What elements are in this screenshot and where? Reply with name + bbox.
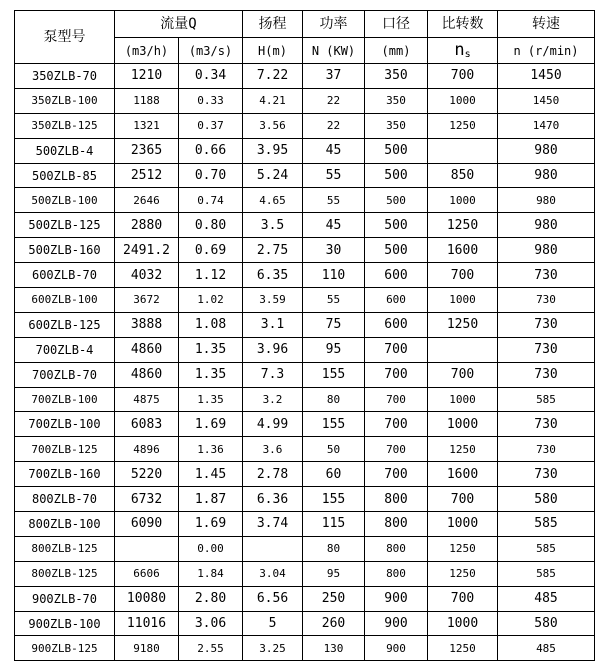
cell-flow-m3s: 1.35 bbox=[179, 387, 243, 412]
cell-specific-speed bbox=[428, 138, 498, 163]
table-body bbox=[15, 11, 595, 661]
table-row bbox=[15, 462, 595, 487]
table-row bbox=[15, 387, 595, 412]
cell-power: 155 bbox=[303, 487, 365, 512]
table-row bbox=[15, 263, 595, 288]
cell-flow-m3h: 11016 bbox=[115, 611, 179, 636]
table-row bbox=[15, 238, 595, 263]
cell-flow-m3s: 1.02 bbox=[179, 288, 243, 313]
cell-power: 80 bbox=[303, 536, 365, 561]
cell-specific-speed: 700 bbox=[428, 64, 498, 89]
cell-model: 700ZLB-100 bbox=[15, 387, 115, 412]
cell-power: 30 bbox=[303, 238, 365, 263]
cell-model: 500ZLB-4 bbox=[15, 138, 115, 163]
header-model: 泵型号 bbox=[15, 11, 115, 64]
cell-flow-m3s: 1.08 bbox=[179, 312, 243, 337]
header-flow-unit-m3s: (m3/s) bbox=[179, 38, 243, 64]
cell-specific-speed bbox=[428, 337, 498, 362]
cell-flow-m3s: 2.80 bbox=[179, 586, 243, 611]
cell-diameter: 500 bbox=[365, 213, 428, 238]
header-specific-speed: 比转数 bbox=[428, 11, 498, 38]
cell-diameter: 350 bbox=[365, 64, 428, 89]
cell-model: 700ZLB-100 bbox=[15, 412, 115, 437]
cell-power: 155 bbox=[303, 362, 365, 387]
table-row bbox=[15, 412, 595, 437]
cell-model: 500ZLB-125 bbox=[15, 213, 115, 238]
cell-diameter: 500 bbox=[365, 163, 428, 188]
cell-specific-speed: 1250 bbox=[428, 437, 498, 462]
cell-diameter: 600 bbox=[365, 288, 428, 313]
cell-speed: 980 bbox=[498, 138, 595, 163]
cell-speed: 730 bbox=[498, 312, 595, 337]
cell-flow-m3s: 1.35 bbox=[179, 362, 243, 387]
cell-flow-m3h: 4860 bbox=[115, 337, 179, 362]
cell-flow-m3s: 0.00 bbox=[179, 536, 243, 561]
table-row bbox=[15, 636, 595, 661]
header-head: 扬程 bbox=[243, 11, 303, 38]
cell-flow-m3h: 4875 bbox=[115, 387, 179, 412]
cell-flow-m3s: 0.33 bbox=[179, 88, 243, 113]
cell-power: 95 bbox=[303, 561, 365, 586]
cell-flow-m3h: 6606 bbox=[115, 561, 179, 586]
cell-head: 6.56 bbox=[243, 586, 303, 611]
header-row-1 bbox=[15, 11, 595, 38]
cell-flow-m3h: 3672 bbox=[115, 288, 179, 313]
cell-specific-speed: 1000 bbox=[428, 387, 498, 412]
cell-model: 900ZLB-125 bbox=[15, 636, 115, 661]
cell-model: 800ZLB-70 bbox=[15, 487, 115, 512]
cell-head: 3.74 bbox=[243, 512, 303, 537]
cell-diameter: 700 bbox=[365, 362, 428, 387]
cell-diameter: 700 bbox=[365, 462, 428, 487]
cell-power: 80 bbox=[303, 387, 365, 412]
cell-power: 95 bbox=[303, 337, 365, 362]
cell-diameter: 800 bbox=[365, 536, 428, 561]
cell-specific-speed: 1000 bbox=[428, 512, 498, 537]
cell-specific-speed: 1000 bbox=[428, 611, 498, 636]
cell-diameter: 500 bbox=[365, 238, 428, 263]
cell-flow-m3h: 2365 bbox=[115, 138, 179, 163]
cell-flow-m3h: 9180 bbox=[115, 636, 179, 661]
cell-speed: 485 bbox=[498, 586, 595, 611]
cell-head: 3.6 bbox=[243, 437, 303, 462]
cell-model: 800ZLB-125 bbox=[15, 536, 115, 561]
cell-specific-speed: 1000 bbox=[428, 412, 498, 437]
cell-model: 600ZLB-125 bbox=[15, 312, 115, 337]
cell-flow-m3s: 1.69 bbox=[179, 512, 243, 537]
cell-diameter: 700 bbox=[365, 437, 428, 462]
cell-model: 350ZLB-125 bbox=[15, 113, 115, 138]
cell-head: 4.99 bbox=[243, 412, 303, 437]
cell-speed: 730 bbox=[498, 288, 595, 313]
cell-head: 3.2 bbox=[243, 387, 303, 412]
cell-diameter: 700 bbox=[365, 387, 428, 412]
cell-head: 3.56 bbox=[243, 113, 303, 138]
cell-flow-m3h: 4032 bbox=[115, 263, 179, 288]
cell-flow-m3s: 0.69 bbox=[179, 238, 243, 263]
cell-head: 4.65 bbox=[243, 188, 303, 213]
cell-flow-m3s: 1.84 bbox=[179, 561, 243, 586]
cell-head: 2.75 bbox=[243, 238, 303, 263]
cell-model: 700ZLB-125 bbox=[15, 437, 115, 462]
cell-speed: 580 bbox=[498, 611, 595, 636]
table-row bbox=[15, 337, 595, 362]
cell-model: 700ZLB-160 bbox=[15, 462, 115, 487]
header-flow: 流量Q bbox=[115, 11, 243, 38]
cell-model: 800ZLB-125 bbox=[15, 561, 115, 586]
cell-flow-m3s: 0.66 bbox=[179, 138, 243, 163]
cell-flow-m3s: 1.87 bbox=[179, 487, 243, 512]
cell-flow-m3h: 6732 bbox=[115, 487, 179, 512]
cell-specific-speed: 1000 bbox=[428, 188, 498, 213]
header-flow-unit-m3h: (m3/h) bbox=[115, 38, 179, 64]
cell-head: 6.35 bbox=[243, 263, 303, 288]
cell-model: 500ZLB-160 bbox=[15, 238, 115, 263]
table-row bbox=[15, 487, 595, 512]
cell-speed: 730 bbox=[498, 437, 595, 462]
cell-power: 37 bbox=[303, 64, 365, 89]
cell-power: 250 bbox=[303, 586, 365, 611]
cell-head: 3.59 bbox=[243, 288, 303, 313]
header-diameter-unit: (mm) bbox=[365, 38, 428, 64]
cell-model: 600ZLB-100 bbox=[15, 288, 115, 313]
pump-spec-table bbox=[14, 10, 595, 661]
cell-flow-m3h: 2646 bbox=[115, 188, 179, 213]
cell-power: 155 bbox=[303, 412, 365, 437]
cell-power: 110 bbox=[303, 263, 365, 288]
header-power-unit: N (KW) bbox=[303, 38, 365, 64]
cell-power: 55 bbox=[303, 163, 365, 188]
cell-diameter: 600 bbox=[365, 312, 428, 337]
table-row bbox=[15, 611, 595, 636]
header-specific-speed-symbol bbox=[428, 38, 498, 64]
cell-flow-m3s: 0.74 bbox=[179, 188, 243, 213]
table-row bbox=[15, 163, 595, 188]
header-diameter: 口径 bbox=[365, 11, 428, 38]
cell-flow-m3h: 1210 bbox=[115, 64, 179, 89]
cell-head: 3.25 bbox=[243, 636, 303, 661]
cell-head: 7.22 bbox=[243, 64, 303, 89]
header-head-unit: H(m) bbox=[243, 38, 303, 64]
cell-specific-speed: 1250 bbox=[428, 636, 498, 661]
cell-flow-m3h: 6083 bbox=[115, 412, 179, 437]
table-row bbox=[15, 288, 595, 313]
cell-specific-speed: 700 bbox=[428, 362, 498, 387]
cell-head: 3.1 bbox=[243, 312, 303, 337]
cell-speed: 980 bbox=[498, 213, 595, 238]
cell-power: 45 bbox=[303, 213, 365, 238]
cell-model: 500ZLB-100 bbox=[15, 188, 115, 213]
cell-flow-m3h: 4860 bbox=[115, 362, 179, 387]
cell-power: 55 bbox=[303, 288, 365, 313]
cell-power: 75 bbox=[303, 312, 365, 337]
cell-model: 500ZLB-85 bbox=[15, 163, 115, 188]
cell-speed: 730 bbox=[498, 337, 595, 362]
cell-power: 50 bbox=[303, 437, 365, 462]
cell-specific-speed: 1000 bbox=[428, 88, 498, 113]
cell-speed: 1470 bbox=[498, 113, 595, 138]
cell-flow-m3h: 5220 bbox=[115, 462, 179, 487]
cell-flow-m3h: 1188 bbox=[115, 88, 179, 113]
cell-flow-m3h: 2512 bbox=[115, 163, 179, 188]
table-row bbox=[15, 437, 595, 462]
cell-flow-m3s: 1.35 bbox=[179, 337, 243, 362]
cell-flow-m3h: 3888 bbox=[115, 312, 179, 337]
cell-speed: 585 bbox=[498, 387, 595, 412]
cell-model: 900ZLB-70 bbox=[15, 586, 115, 611]
cell-specific-speed: 1600 bbox=[428, 238, 498, 263]
pump-spec-table-wrapper bbox=[14, 10, 595, 661]
cell-specific-speed: 700 bbox=[428, 586, 498, 611]
cell-speed: 585 bbox=[498, 512, 595, 537]
cell-specific-speed: 1600 bbox=[428, 462, 498, 487]
cell-power: 260 bbox=[303, 611, 365, 636]
table-row bbox=[15, 362, 595, 387]
table-row bbox=[15, 88, 595, 113]
table-row bbox=[15, 138, 595, 163]
cell-speed: 730 bbox=[498, 263, 595, 288]
cell-head: 5.24 bbox=[243, 163, 303, 188]
cell-flow-m3h: 2880 bbox=[115, 213, 179, 238]
cell-flow-m3s: 0.37 bbox=[179, 113, 243, 138]
table-row bbox=[15, 213, 595, 238]
cell-diameter: 800 bbox=[365, 512, 428, 537]
cell-diameter: 500 bbox=[365, 188, 428, 213]
cell-diameter: 700 bbox=[365, 412, 428, 437]
table-row bbox=[15, 561, 595, 586]
cell-flow-m3s: 0.70 bbox=[179, 163, 243, 188]
cell-specific-speed: 1250 bbox=[428, 561, 498, 586]
header-power: 功率 bbox=[303, 11, 365, 38]
cell-model: 900ZLB-100 bbox=[15, 611, 115, 636]
cell-flow-m3s: 2.55 bbox=[179, 636, 243, 661]
cell-speed: 1450 bbox=[498, 64, 595, 89]
cell-model: 600ZLB-70 bbox=[15, 263, 115, 288]
cell-specific-speed: 700 bbox=[428, 487, 498, 512]
cell-power: 55 bbox=[303, 188, 365, 213]
header-speed-unit: n (r/min) bbox=[498, 38, 595, 64]
cell-flow-m3h: 6090 bbox=[115, 512, 179, 537]
cell-specific-speed: 700 bbox=[428, 263, 498, 288]
cell-flow-m3s: 0.80 bbox=[179, 213, 243, 238]
cell-power: 60 bbox=[303, 462, 365, 487]
table-row bbox=[15, 536, 595, 561]
cell-speed: 1450 bbox=[498, 88, 595, 113]
cell-specific-speed: 1250 bbox=[428, 113, 498, 138]
cell-flow-m3h: 2491.2 bbox=[115, 238, 179, 263]
cell-model: 800ZLB-100 bbox=[15, 512, 115, 537]
cell-specific-speed: 1000 bbox=[428, 288, 498, 313]
cell-diameter: 700 bbox=[365, 337, 428, 362]
cell-head: 7.3 bbox=[243, 362, 303, 387]
table-row bbox=[15, 512, 595, 537]
cell-flow-m3s: 1.69 bbox=[179, 412, 243, 437]
cell-diameter: 900 bbox=[365, 611, 428, 636]
cell-head: 3.95 bbox=[243, 138, 303, 163]
cell-flow-m3s: 1.12 bbox=[179, 263, 243, 288]
cell-specific-speed: 850 bbox=[428, 163, 498, 188]
cell-model: 700ZLB-4 bbox=[15, 337, 115, 362]
table-row bbox=[15, 312, 595, 337]
table-row bbox=[15, 586, 595, 611]
cell-diameter: 350 bbox=[365, 113, 428, 138]
cell-flow-m3h: 1321 bbox=[115, 113, 179, 138]
cell-flow-m3s: 3.06 bbox=[179, 611, 243, 636]
cell-head: 3.5 bbox=[243, 213, 303, 238]
cell-power: 22 bbox=[303, 88, 365, 113]
cell-power: 45 bbox=[303, 138, 365, 163]
cell-head: 5 bbox=[243, 611, 303, 636]
cell-diameter: 900 bbox=[365, 586, 428, 611]
cell-speed: 585 bbox=[498, 561, 595, 586]
cell-speed: 585 bbox=[498, 536, 595, 561]
cell-head: 3.96 bbox=[243, 337, 303, 362]
cell-speed: 485 bbox=[498, 636, 595, 661]
cell-flow-m3h: 4896 bbox=[115, 437, 179, 462]
cell-flow-m3s: 1.36 bbox=[179, 437, 243, 462]
table-row bbox=[15, 113, 595, 138]
cell-flow-m3h bbox=[115, 536, 179, 561]
cell-diameter: 500 bbox=[365, 138, 428, 163]
ns-symbol: n bbox=[454, 39, 465, 60]
cell-specific-speed: 1250 bbox=[428, 536, 498, 561]
cell-power: 115 bbox=[303, 512, 365, 537]
cell-speed: 980 bbox=[498, 188, 595, 213]
cell-speed: 730 bbox=[498, 362, 595, 387]
cell-diameter: 600 bbox=[365, 263, 428, 288]
ns-subscript: s bbox=[464, 48, 471, 60]
cell-speed: 730 bbox=[498, 412, 595, 437]
cell-head: 2.78 bbox=[243, 462, 303, 487]
cell-specific-speed: 1250 bbox=[428, 213, 498, 238]
cell-head: 3.04 bbox=[243, 561, 303, 586]
cell-head bbox=[243, 536, 303, 561]
header-speed: 转速 bbox=[498, 11, 595, 38]
table-row bbox=[15, 188, 595, 213]
cell-diameter: 350 bbox=[365, 88, 428, 113]
cell-speed: 730 bbox=[498, 462, 595, 487]
cell-diameter: 900 bbox=[365, 636, 428, 661]
cell-diameter: 800 bbox=[365, 561, 428, 586]
cell-diameter: 800 bbox=[365, 487, 428, 512]
cell-speed: 580 bbox=[498, 487, 595, 512]
cell-flow-m3s: 1.45 bbox=[179, 462, 243, 487]
cell-model: 350ZLB-100 bbox=[15, 88, 115, 113]
cell-speed: 980 bbox=[498, 238, 595, 263]
cell-model: 350ZLB-70 bbox=[15, 64, 115, 89]
cell-power: 130 bbox=[303, 636, 365, 661]
cell-model: 700ZLB-70 bbox=[15, 362, 115, 387]
cell-flow-m3h: 10080 bbox=[115, 586, 179, 611]
table-row bbox=[15, 64, 595, 89]
cell-power: 22 bbox=[303, 113, 365, 138]
cell-head: 4.21 bbox=[243, 88, 303, 113]
cell-flow-m3s: 0.34 bbox=[179, 64, 243, 89]
cell-speed: 980 bbox=[498, 163, 595, 188]
cell-head: 6.36 bbox=[243, 487, 303, 512]
cell-specific-speed: 1250 bbox=[428, 312, 498, 337]
